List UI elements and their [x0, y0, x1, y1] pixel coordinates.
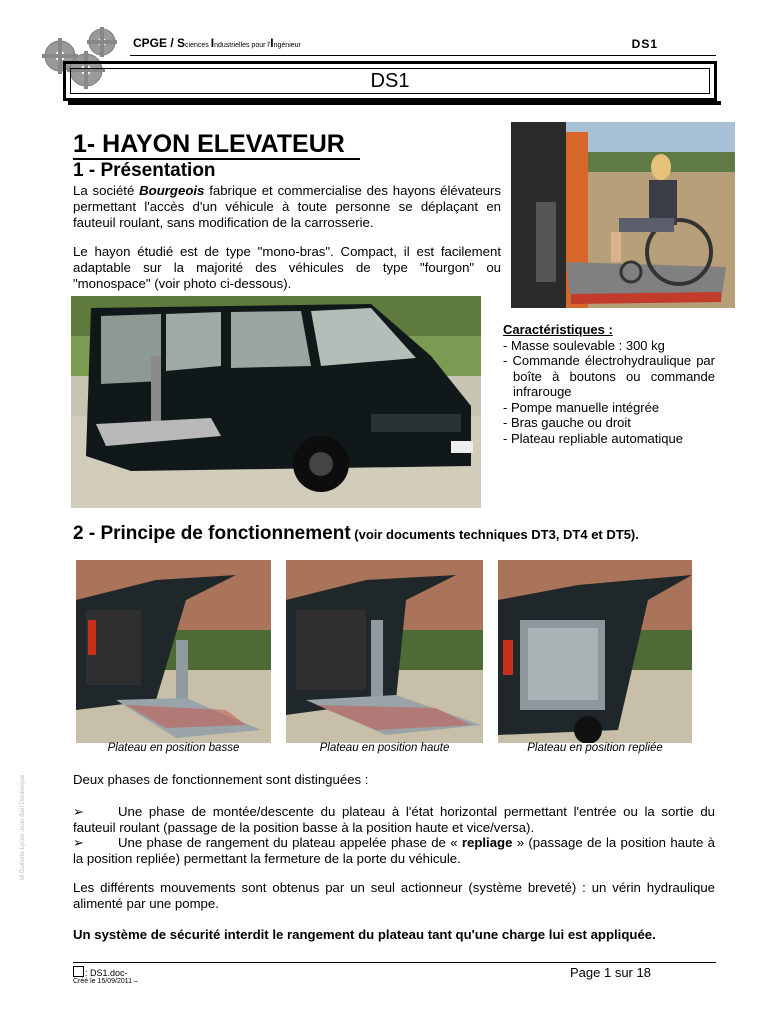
- characteristic-item: - Commande électrohydraulique par boîte à boutons ou commande infrarouge: [503, 353, 715, 399]
- footer-rule: [73, 962, 716, 963]
- photo-position-haute: [286, 560, 483, 743]
- footer-page-number: Page 1 sur 18: [570, 965, 651, 980]
- bullet-phase-2: ➢ Une phase de rangement du plateau appelée phase de « repliage » (passage de la position haute à la position repliée) permettant la fermeture de la porte du véhicule.: [73, 835, 715, 866]
- safety-statement: Un système de sécurité interdit le rangement du plateau tant qu'une charge lui est appliquée.: [73, 927, 656, 942]
- title-box: [63, 61, 717, 101]
- wheelchair-lift-photo: [511, 122, 735, 308]
- van-photo: [71, 296, 481, 508]
- header-rule: [130, 55, 716, 56]
- disk-icon: [73, 966, 84, 977]
- characteristic-item: - Bras gauche ou droit: [503, 415, 631, 430]
- characteristic-item: - Pompe manuelle intégrée: [503, 399, 660, 415]
- actuator-paragraph: Les différents mouvements sont obtenus par un seul actionneur (système breveté) : un vérin hydraulique alimenté par une pompe.: [73, 880, 715, 911]
- header-doc-code: DS1: [631, 37, 658, 51]
- title-box-shadow: [68, 101, 721, 105]
- footer-created: Créé le 15/09/2011 –: [73, 978, 138, 985]
- photo-position-basse: [76, 560, 271, 743]
- caption-position-repliee: Plateau en position repliée: [527, 742, 663, 754]
- characteristic-item: - Plateau repliable automatique: [503, 430, 683, 446]
- section1-title: 1- HAYON ELEVATEUR: [73, 130, 345, 158]
- photo-position-repliee: [498, 560, 692, 743]
- characteristics-title: Caractéristiques :: [503, 322, 613, 337]
- bullet-arrow-icon: ➢: [73, 835, 85, 850]
- side-watermark: M.Guillotte-Lycée Jean-Bart Dunkerque: [20, 774, 26, 880]
- caption-position-haute: Plateau en position haute: [319, 742, 450, 754]
- type-paragraph: Le hayon étudié est de type "mono-bras". Compact, il est facilement adaptable sur la majorité des véhicules de type "fourgon" ou "monospace" (voir photo ci-dessous).: [73, 244, 501, 291]
- characteristic-item: - Masse soulevable : 300 kg: [503, 337, 665, 353]
- phases-intro: Deux phases de fonctionnement sont distinguées :: [73, 772, 369, 787]
- caption-position-basse: Plateau en position basse: [107, 742, 240, 754]
- section1-subtitle: 1 - Présentation: [73, 160, 216, 181]
- bullet-phase-1: ➢ Une phase de montée/descente du plateau à l'état horizontal permettant l'entrée ou la sortie du fauteuil roulant (passage de la position basse à la position haute et vice/versa).: [73, 804, 715, 835]
- header-title: CPGE / Sciences Industrielles pour l'Ingénieur: [133, 36, 301, 50]
- bullet-arrow-icon: ➢: [73, 804, 85, 819]
- intro-paragraph: La société Bourgeois fabrique et commercialise des hayons élévateurs permettant l'accès d'un véhicule à toute personne se déplaçant en fauteuil roulant, sans modification de la carrosserie.: [73, 183, 502, 230]
- characteristics-box: [503, 322, 715, 446]
- footer-filename: : DS1.doc-: [73, 966, 128, 978]
- title-box-text: DS1: [70, 68, 710, 94]
- section2-title: 2 - Principe de fonctionnement (voir documents techniques DT3, DT4 et DT5).: [73, 523, 639, 544]
